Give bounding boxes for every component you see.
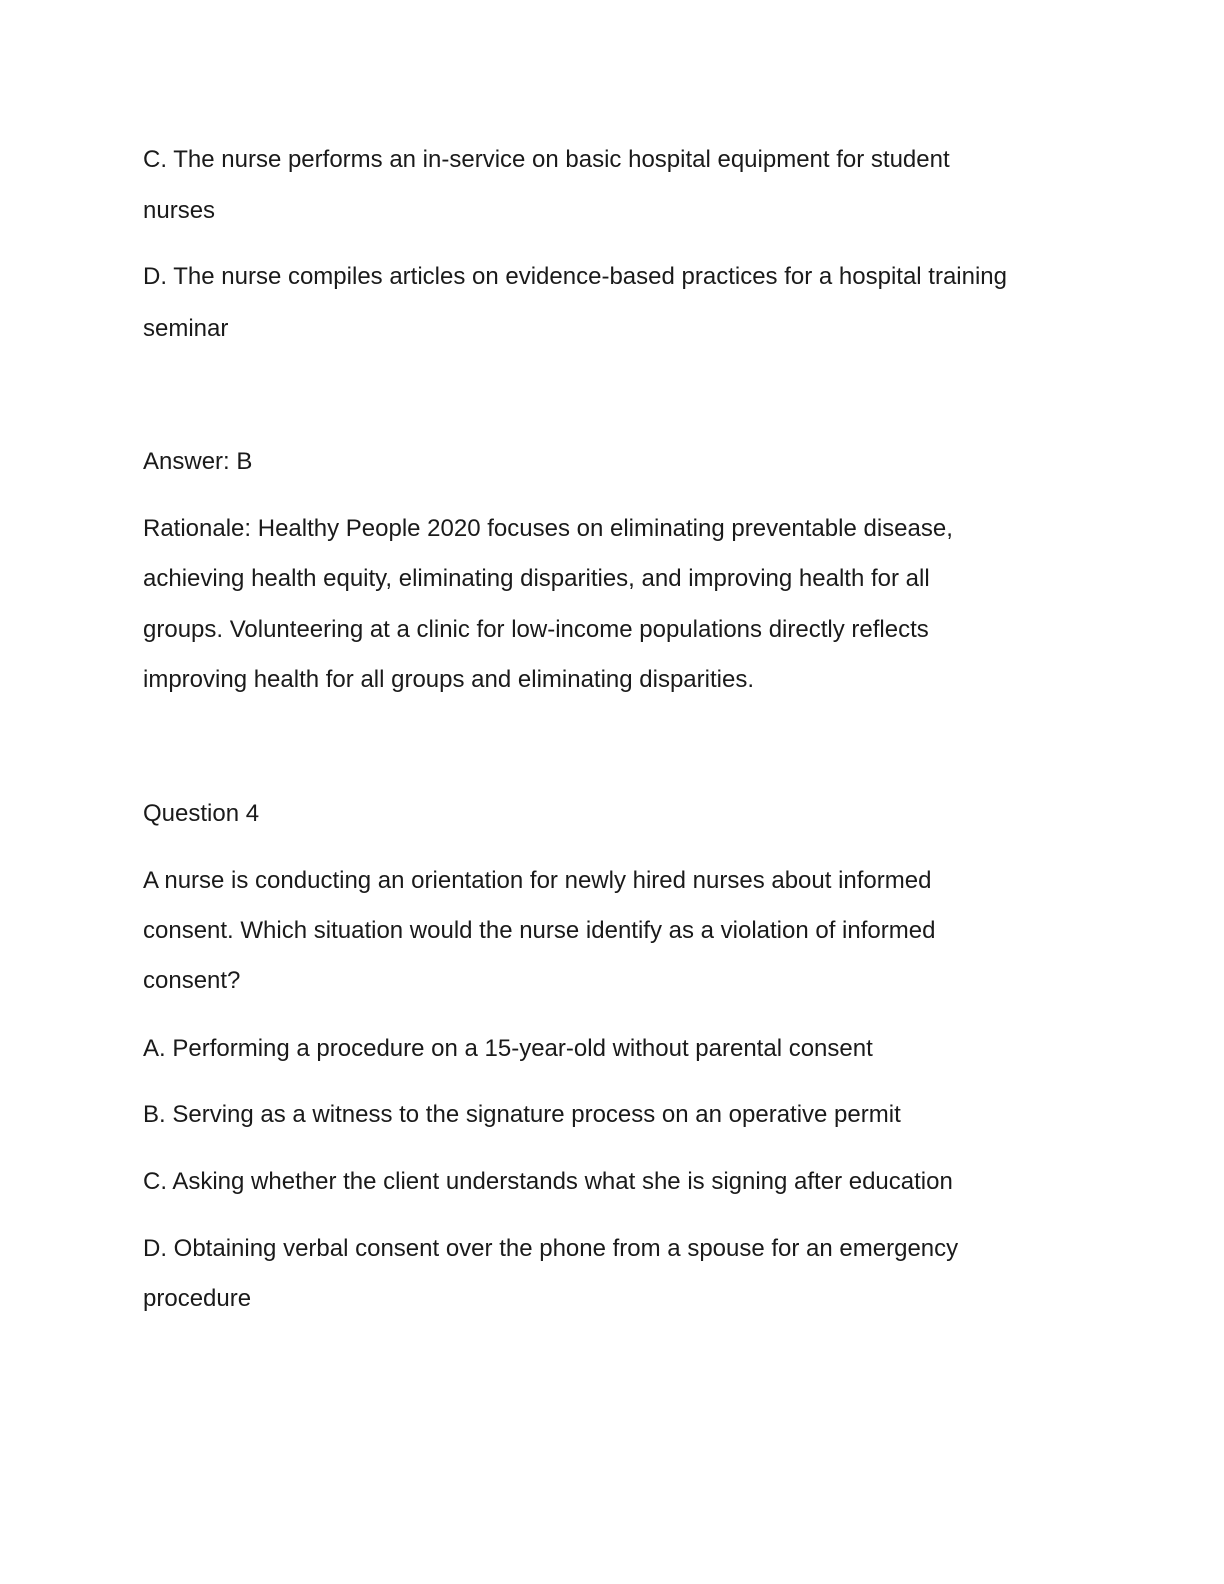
- prev-option-c-line2: nurses: [143, 197, 216, 224]
- answer-text: Answer: B: [143, 448, 253, 475]
- prev-option-d-line2: seminar: [143, 315, 229, 342]
- rationale-line1: Rationale: Healthy People 2020 focuses on eliminating preventable disease,: [143, 515, 953, 542]
- question-stem-line2: consent. Which situation would the nurse identify as a violation of informed: [143, 917, 936, 944]
- option-d-line1: D. Obtaining verbal consent over the phone from a spouse for an emergency: [143, 1235, 959, 1262]
- question-stem-line3: consent?: [143, 967, 241, 994]
- rationale-line2: achieving health equity, eliminating disparities, and improving health for all: [143, 565, 930, 592]
- rationale-line4: improving health for all groups and eliminating disparities.: [143, 666, 754, 693]
- question-stem-line1: A nurse is conducting an orientation for newly hired nurses about informed: [143, 867, 932, 894]
- rationale-line3: groups. Volunteering at a clinic for low-income populations directly reflects: [143, 616, 929, 643]
- question-heading: Question 4: [143, 800, 260, 827]
- prev-option-d-line1: D. The nurse compiles articles on evidence-based practices for a hospital training: [143, 263, 1007, 290]
- prev-option-c-line1: C. The nurse performs an in-service on basic hospital equipment for student: [143, 146, 950, 173]
- option-b: B. Serving as a witness to the signature process on an operative permit: [143, 1101, 901, 1128]
- option-a: A. Performing a procedure on a 15-year-old without parental consent: [143, 1035, 873, 1062]
- option-c: C. Asking whether the client understands what she is signing after education: [143, 1168, 953, 1195]
- option-d-line2: procedure: [143, 1285, 252, 1312]
